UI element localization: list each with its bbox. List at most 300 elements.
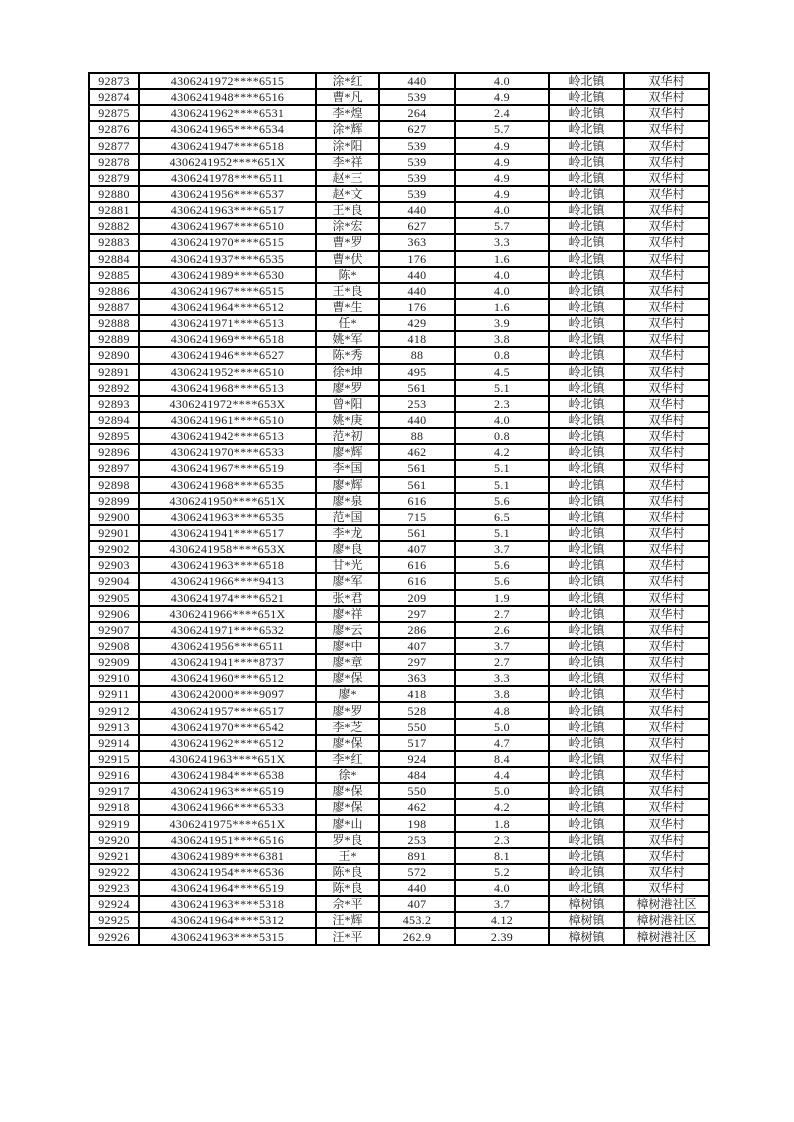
cell-village: 双华村 [624,638,709,654]
cell-row-index: 92900 [89,509,139,525]
cell-village: 双华村 [624,702,709,718]
cell-name: 廖*泉 [316,493,379,509]
cell-town: 岭北镇 [549,638,624,654]
cell-row-index: 92880 [89,186,139,202]
cell-amount: 528 [379,702,455,718]
cell-row-index: 92908 [89,638,139,654]
cell-row-index: 92926 [89,928,139,944]
cell-amount: 539 [379,89,455,105]
cell-village: 双华村 [624,186,709,202]
cell-id-number: 4306241963****651X [139,751,316,767]
cell-row-index: 92887 [89,299,139,315]
cell-id-number: 4306241952****6510 [139,364,316,380]
table-row [89,686,709,702]
cell-amount: 572 [379,864,455,880]
table-row [89,622,709,638]
table-row [89,444,709,460]
cell-id-number: 4306241941****8737 [139,654,316,670]
cell-id-number: 4306241984****6538 [139,767,316,783]
cell-row-index: 92916 [89,767,139,783]
cell-town: 岭北镇 [549,783,624,799]
cell-amount: 440 [379,412,455,428]
cell-village: 双华村 [624,735,709,751]
cell-town: 岭北镇 [549,299,624,315]
table-row [89,654,709,670]
cell-row-index: 92910 [89,670,139,686]
cell-row-index: 92902 [89,541,139,557]
cell-town: 岭北镇 [549,267,624,283]
cell-town: 岭北镇 [549,105,624,121]
cell-town: 岭北镇 [549,541,624,557]
cell-value: 4.2 [455,799,549,815]
cell-row-index: 92897 [89,460,139,476]
cell-name: 廖*章 [316,654,379,670]
cell-row-index: 92877 [89,138,139,154]
cell-id-number: 4306241970****6533 [139,444,316,460]
cell-amount: 418 [379,686,455,702]
cell-town: 岭北镇 [549,121,624,137]
cell-row-index: 92913 [89,719,139,735]
cell-value: 4.0 [455,73,549,89]
cell-value: 3.7 [455,896,549,912]
cell-amount: 253 [379,396,455,412]
cell-town: 岭北镇 [549,283,624,299]
cell-town: 岭北镇 [549,815,624,831]
cell-id-number: 4306241967****6515 [139,283,316,299]
cell-name: 姚*军 [316,331,379,347]
cell-amount: 627 [379,121,455,137]
cell-value: 5.7 [455,121,549,137]
cell-amount: 198 [379,815,455,831]
cell-value: 2.3 [455,832,549,848]
cell-row-index: 92903 [89,557,139,573]
cell-name: 陈*良 [316,880,379,896]
records-table-body [89,73,709,945]
cell-town: 岭北镇 [549,73,624,89]
cell-value: 5.2 [455,864,549,880]
cell-town: 岭北镇 [549,719,624,735]
cell-village: 樟树港社区 [624,896,709,912]
table-row [89,283,709,299]
table-row [89,218,709,234]
cell-row-index: 92924 [89,896,139,912]
cell-village: 双华村 [624,283,709,299]
cell-amount: 418 [379,331,455,347]
cell-town: 岭北镇 [549,154,624,170]
cell-village: 双华村 [624,138,709,154]
cell-row-index: 92923 [89,880,139,896]
cell-value: 4.12 [455,912,549,928]
cell-value: 2.3 [455,396,549,412]
table-row [89,606,709,622]
table-row [89,509,709,525]
table-row [89,590,709,606]
cell-amount: 297 [379,606,455,622]
cell-id-number: 4306241968****6535 [139,477,316,493]
cell-name: 陈*良 [316,864,379,880]
cell-row-index: 92925 [89,912,139,928]
cell-name: 曹*罗 [316,234,379,250]
cell-name: 廖*罗 [316,702,379,718]
cell-town: 岭北镇 [549,670,624,686]
cell-village: 双华村 [624,380,709,396]
table-row [89,380,709,396]
cell-id-number: 4306241971****6532 [139,622,316,638]
cell-id-number: 4306241967****6519 [139,460,316,476]
cell-name: 廖*罗 [316,380,379,396]
cell-village: 双华村 [624,719,709,735]
cell-id-number: 4306241975****651X [139,815,316,831]
cell-id-number: 4306241963****6517 [139,202,316,218]
cell-town: 岭北镇 [549,702,624,718]
cell-name: 曹*生 [316,299,379,315]
table-row [89,315,709,331]
cell-row-index: 92911 [89,686,139,702]
cell-amount: 262.9 [379,928,455,944]
table-row [89,557,709,573]
cell-value: 4.9 [455,138,549,154]
cell-village: 双华村 [624,880,709,896]
cell-value: 4.9 [455,186,549,202]
cell-amount: 517 [379,735,455,751]
cell-row-index: 92876 [89,121,139,137]
table-row [89,799,709,815]
cell-id-number: 4306241966****651X [139,606,316,622]
cell-value: 4.0 [455,283,549,299]
cell-value: 5.1 [455,477,549,493]
cell-village: 双华村 [624,89,709,105]
cell-name: 赵*文 [316,186,379,202]
cell-town: 岭北镇 [549,493,624,509]
table-row [89,912,709,928]
cell-town: 岭北镇 [549,525,624,541]
cell-name: 徐* [316,767,379,783]
cell-row-index: 92896 [89,444,139,460]
cell-village: 双华村 [624,315,709,331]
cell-id-number: 4306241974****6521 [139,590,316,606]
cell-town: 岭北镇 [549,880,624,896]
cell-village: 双华村 [624,412,709,428]
table-row [89,702,709,718]
cell-id-number: 4306241951****6516 [139,832,316,848]
cell-amount: 440 [379,267,455,283]
cell-village: 双华村 [624,751,709,767]
cell-town: 樟树镇 [549,928,624,944]
cell-name: 陈*秀 [316,347,379,363]
cell-village: 双华村 [624,686,709,702]
cell-town: 岭北镇 [549,186,624,202]
cell-value: 0.8 [455,347,549,363]
cell-town: 岭北镇 [549,848,624,864]
cell-village: 双华村 [624,864,709,880]
table-row [89,928,709,944]
cell-amount: 253 [379,832,455,848]
cell-name: 廖*中 [316,638,379,654]
cell-name: 赵*三 [316,170,379,186]
cell-value: 4.0 [455,202,549,218]
table-row [89,138,709,154]
cell-value: 2.4 [455,105,549,121]
cell-value: 0.8 [455,428,549,444]
cell-value: 4.7 [455,735,549,751]
cell-amount: 88 [379,428,455,444]
cell-village: 双华村 [624,364,709,380]
cell-amount: 407 [379,638,455,654]
table-row [89,767,709,783]
cell-value: 4.9 [455,170,549,186]
cell-village: 双华村 [624,832,709,848]
cell-town: 岭北镇 [549,573,624,589]
cell-amount: 627 [379,218,455,234]
cell-town: 岭北镇 [549,460,624,476]
cell-town: 岭北镇 [549,864,624,880]
cell-amount: 616 [379,557,455,573]
cell-value: 5.1 [455,380,549,396]
cell-id-number: 4306241952****651X [139,154,316,170]
cell-village: 双华村 [624,331,709,347]
table-row [89,251,709,267]
cell-value: 6.5 [455,509,549,525]
table-row [89,202,709,218]
cell-town: 岭北镇 [549,347,624,363]
cell-value: 1.6 [455,251,549,267]
cell-amount: 407 [379,896,455,912]
cell-village: 双华村 [624,606,709,622]
cell-id-number: 4306241950****651X [139,493,316,509]
cell-town: 岭北镇 [549,509,624,525]
cell-name: 王* [316,848,379,864]
cell-id-number: 4306241966****9413 [139,573,316,589]
cell-value: 5.1 [455,460,549,476]
cell-village: 双华村 [624,218,709,234]
cell-row-index: 92909 [89,654,139,670]
cell-name: 李*龙 [316,525,379,541]
cell-town: 岭北镇 [549,686,624,702]
cell-village: 双华村 [624,670,709,686]
cell-value: 5.6 [455,493,549,509]
cell-village: 双华村 [624,541,709,557]
cell-id-number: 4306241963****6519 [139,783,316,799]
cell-amount: 176 [379,251,455,267]
cell-value: 2.6 [455,622,549,638]
table-row [89,267,709,283]
cell-value: 1.6 [455,299,549,315]
cell-name: 陈* [316,267,379,283]
cell-id-number: 4306241941****6517 [139,525,316,541]
cell-amount: 539 [379,170,455,186]
cell-name: 范*国 [316,509,379,525]
records-table [88,72,710,946]
cell-village: 双华村 [624,170,709,186]
cell-row-index: 92907 [89,622,139,638]
cell-name: 廖*军 [316,573,379,589]
table-row [89,234,709,250]
cell-amount: 297 [379,654,455,670]
cell-id-number: 4306241963****5315 [139,928,316,944]
cell-name: 廖*辉 [316,477,379,493]
cell-value: 4.0 [455,880,549,896]
cell-value: 3.7 [455,638,549,654]
cell-amount: 462 [379,444,455,460]
cell-amount: 539 [379,138,455,154]
cell-name: 王*良 [316,202,379,218]
cell-name: 廖* [316,686,379,702]
cell-town: 岭北镇 [549,767,624,783]
cell-name: 汪*平 [316,928,379,944]
cell-value: 5.0 [455,783,549,799]
cell-town: 岭北镇 [549,202,624,218]
cell-town: 岭北镇 [549,606,624,622]
cell-row-index: 92915 [89,751,139,767]
cell-town: 岭北镇 [549,170,624,186]
cell-village: 双华村 [624,525,709,541]
cell-name: 王*良 [316,283,379,299]
cell-town: 岭北镇 [549,428,624,444]
cell-value: 3.9 [455,315,549,331]
cell-amount: 550 [379,719,455,735]
cell-amount: 440 [379,283,455,299]
cell-amount: 88 [379,347,455,363]
table-row [89,896,709,912]
cell-name: 李*祥 [316,154,379,170]
cell-name: 曹*伏 [316,251,379,267]
cell-value: 4.0 [455,412,549,428]
cell-id-number: 4306241970****6542 [139,719,316,735]
cell-amount: 495 [379,364,455,380]
cell-row-index: 92881 [89,202,139,218]
cell-amount: 924 [379,751,455,767]
cell-id-number: 4306241954****6536 [139,864,316,880]
cell-name: 廖*良 [316,541,379,557]
cell-name: 廖*山 [316,815,379,831]
table-row [89,105,709,121]
cell-id-number: 4306241956****6511 [139,638,316,654]
cell-row-index: 92873 [89,73,139,89]
table-row [89,121,709,137]
cell-amount: 209 [379,590,455,606]
cell-village: 双华村 [624,121,709,137]
cell-name: 廖*保 [316,735,379,751]
cell-town: 岭北镇 [549,477,624,493]
cell-value: 5.1 [455,525,549,541]
cell-town: 岭北镇 [549,622,624,638]
table-row [89,670,709,686]
cell-row-index: 92893 [89,396,139,412]
table-row [89,880,709,896]
table-row [89,347,709,363]
cell-town: 岭北镇 [549,251,624,267]
cell-amount: 561 [379,460,455,476]
cell-amount: 539 [379,154,455,170]
cell-name: 罗*良 [316,832,379,848]
table-row [89,396,709,412]
cell-amount: 462 [379,799,455,815]
cell-id-number: 4306241989****6381 [139,848,316,864]
cell-row-index: 92899 [89,493,139,509]
cell-town: 岭北镇 [549,331,624,347]
table-row [89,735,709,751]
cell-town: 岭北镇 [549,590,624,606]
cell-row-index: 92879 [89,170,139,186]
cell-amount: 363 [379,670,455,686]
table-row [89,832,709,848]
cell-amount: 440 [379,880,455,896]
cell-name: 范*初 [316,428,379,444]
cell-name: 姚*庚 [316,412,379,428]
cell-value: 8.1 [455,848,549,864]
cell-id-number: 4306241958****653X [139,541,316,557]
cell-row-index: 92882 [89,218,139,234]
cell-id-number: 4306241970****6515 [139,234,316,250]
cell-village: 双华村 [624,267,709,283]
cell-id-number: 4306241946****6527 [139,347,316,363]
cell-id-number: 4306241971****6513 [139,315,316,331]
table-row [89,719,709,735]
cell-amount: 561 [379,477,455,493]
cell-id-number: 4306241963****6535 [139,509,316,525]
cell-row-index: 92894 [89,412,139,428]
cell-value: 4.9 [455,89,549,105]
cell-name: 廖*云 [316,622,379,638]
table-row [89,541,709,557]
cell-village: 双华村 [624,73,709,89]
cell-town: 岭北镇 [549,138,624,154]
cell-id-number: 4306241963****5318 [139,896,316,912]
cell-town: 岭北镇 [549,412,624,428]
table-row [89,460,709,476]
cell-village: 双华村 [624,460,709,476]
cell-row-index: 92875 [89,105,139,121]
cell-id-number: 4306241957****6517 [139,702,316,718]
cell-value: 4.8 [455,702,549,718]
cell-value: 3.3 [455,234,549,250]
cell-value: 5.7 [455,218,549,234]
cell-village: 双华村 [624,557,709,573]
cell-town: 岭北镇 [549,735,624,751]
cell-town: 岭北镇 [549,444,624,460]
cell-town: 岭北镇 [549,799,624,815]
cell-row-index: 92883 [89,234,139,250]
cell-row-index: 92921 [89,848,139,864]
cell-id-number: 4306241956****6537 [139,186,316,202]
cell-id-number: 4306241937****6535 [139,251,316,267]
cell-value: 5.0 [455,719,549,735]
cell-id-number: 4306241963****6518 [139,557,316,573]
cell-amount: 440 [379,202,455,218]
cell-name: 涂*红 [316,73,379,89]
cell-town: 岭北镇 [549,380,624,396]
cell-row-index: 92922 [89,864,139,880]
table-row [89,864,709,880]
cell-id-number: 4306241960****6512 [139,670,316,686]
cell-village: 双华村 [624,202,709,218]
cell-village: 双华村 [624,234,709,250]
table-row [89,573,709,589]
cell-value: 4.2 [455,444,549,460]
cell-id-number: 4306241969****6518 [139,331,316,347]
table-row [89,783,709,799]
cell-town: 岭北镇 [549,315,624,331]
cell-id-number: 4306241989****6530 [139,267,316,283]
cell-name: 廖*保 [316,783,379,799]
cell-row-index: 92919 [89,815,139,831]
cell-village: 双华村 [624,428,709,444]
cell-row-index: 92906 [89,606,139,622]
cell-village: 双华村 [624,783,709,799]
cell-town: 樟树镇 [549,912,624,928]
cell-value: 1.8 [455,815,549,831]
cell-amount: 561 [379,525,455,541]
